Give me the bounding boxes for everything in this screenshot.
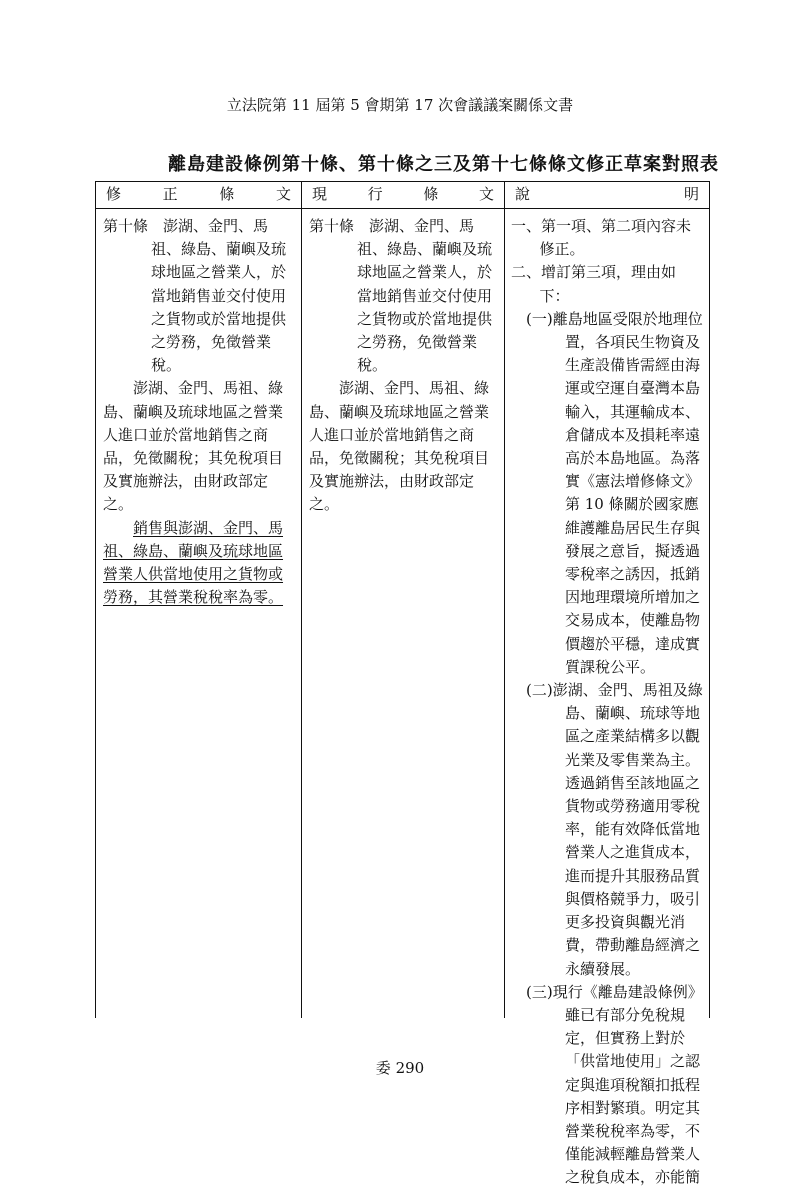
header-char: 行	[367, 185, 383, 203]
amended-text-column	[103, 215, 295, 609]
header-char: 說	[515, 185, 531, 203]
article-label: 第十條	[309, 217, 355, 235]
amended-paragraph-1: 第十條 澎湖、金門、馬祖、綠島、蘭嶼及琉球地區之營業人，於當地銷售並交付使用之貨物或於當地提供之勞務，免徵營業稅。	[103, 217, 287, 375]
table-header-row	[96, 182, 709, 209]
explanation-column	[511, 215, 703, 1190]
page-number: 委 290	[375, 1059, 425, 1077]
amended-paragraph-2: 澎湖、金門、馬祖、綠島、蘭嶼及琉球地區之營業人進口並於當地銷售之商品，免徵關稅；其免稅項目及實施辦法，由財政部定之。	[103, 379, 284, 514]
current-paragraph-2: 澎湖、金門、馬祖、綠島、蘭嶼及琉球地區之營業人進口並於當地銷售之商品，免徵關稅；其免稅項目及實施辦法，由財政部定之。	[309, 379, 490, 514]
header-char: 正	[162, 185, 178, 203]
article-label: 第十條	[103, 217, 149, 235]
note-item-1: 一、第一項、第二項內容未修正。	[511, 217, 692, 259]
header-current-text	[302, 182, 504, 208]
header-amended-text	[96, 182, 301, 208]
header-char: 文	[478, 185, 494, 203]
header-char: 明	[683, 185, 699, 203]
column-divider	[504, 182, 505, 1018]
header-char: 現	[312, 185, 328, 203]
header-char: 條	[219, 185, 235, 203]
note-subitem-3: (三)現行《離島建設條例》雖已有部分免稅規定，但實務上對於「供當地使用」之認定與進項稅額扣抵程序相對繁瑣。明定其營業稅稅率為零，不僅能減輕離島營業人之稅負成本，亦能簡	[526, 982, 703, 1187]
note-item-2: 二、增訂第三項，理由如下：	[511, 263, 677, 305]
header-char: 條	[423, 185, 439, 203]
header-char: 文	[275, 185, 291, 203]
note-subitem-2: (二)澎湖、金門、馬祖及綠島、蘭嶼、琉球等地區之產業結構多以觀光業及零售業為主。透過銷售至該地區之貨物或勞務適用零稅率，能有效降低當地營業人之進貨成本，進而提升其服務品質與價格競爭力，吸引更多投資與觀光消費，帶動離島經濟之永續發展。	[526, 681, 703, 978]
current-paragraph-1: 第十條 澎湖、金門、馬祖、綠島、蘭嶼及琉球地區之營業人，於當地銷售並交付使用之貨物或於當地提供之勞務，免徵營業稅。	[309, 217, 493, 375]
header-char: 修	[106, 185, 122, 203]
column-divider	[301, 182, 302, 1018]
table-title: 離島建設條例第十條、第十條之三及第十七條條文修正草案對照表	[168, 154, 719, 175]
header-explanation	[505, 182, 709, 208]
amended-paragraph-3-new: 銷售與澎湖、金門、馬祖、綠島、蘭嶼及琉球地區營業人供當地使用之貨物或勞務，其營業稅稅率為零。	[103, 518, 284, 607]
document-header: 立法院第 11 屆第 5 會期第 17 次會議議案關係文書	[226, 96, 574, 114]
note-subitem-1: (一)離島地區受限於地理位置，各項民生物資及生產設備皆需經由海運或空運自臺灣本島輸入，其運輸成本、倉儲成本及損耗率遠高於本島地區。為落實《憲法增修條文》第 10 條關於國家應維護離島居民生存與發展之意旨，擬透過零稅率之誘因，抵銷因地理環境所增加之交易成本，使離島物價趨於平穩，達成實質課稅公平。	[526, 309, 703, 676]
current-text-column	[309, 215, 499, 517]
